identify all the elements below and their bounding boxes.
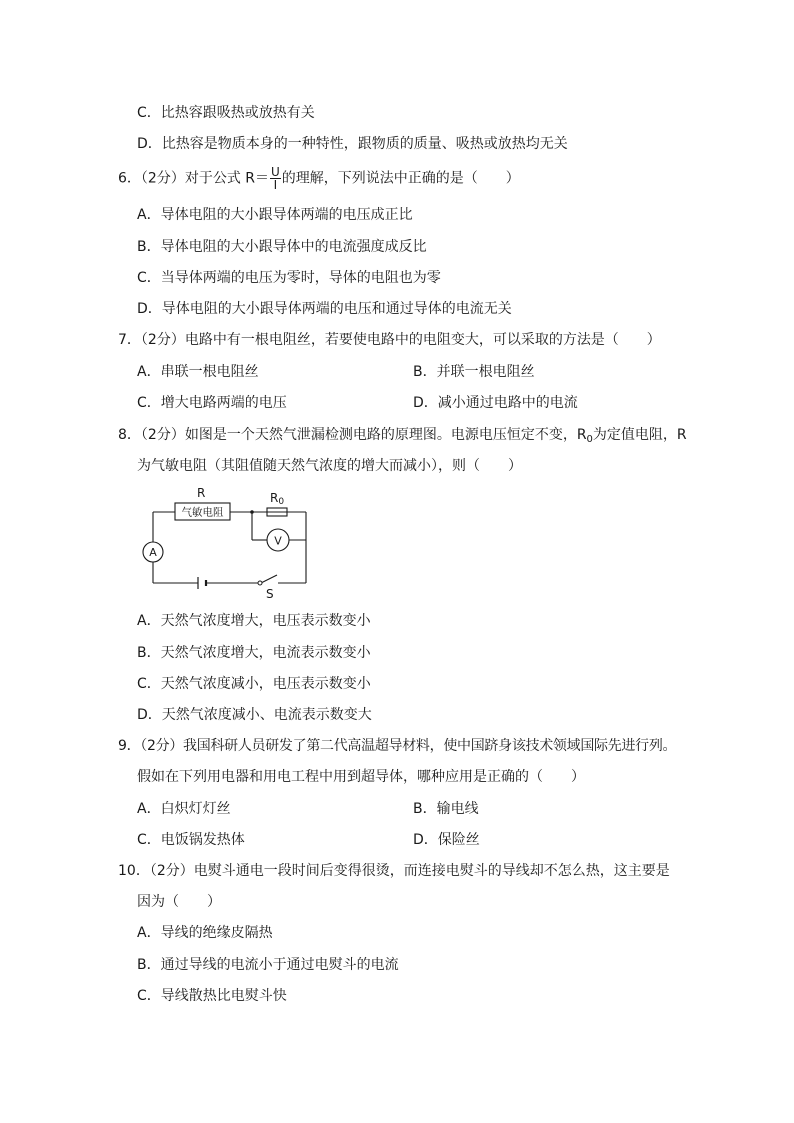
q9-option-c: C．电饭锅发热体 bbox=[137, 832, 245, 848]
label-r0-main: R bbox=[270, 491, 279, 505]
q6-option-c: C．当导体两端的电压为零时，导体的电阻也为零 bbox=[137, 270, 441, 286]
q6-option-d: D．导体电阻的大小跟导体两端的电压和通过导体的电流无关 bbox=[137, 301, 512, 317]
q10-stem-line1: 10．（2分）电熨斗通电一段时间后变得很烫，而连接电熨斗的导线却不怎么热，这主要是 bbox=[118, 863, 670, 879]
label-s: S bbox=[266, 587, 274, 601]
label-r0 bbox=[270, 491, 284, 507]
q8-option-c: C．天然气浓度减小，电压表示数变小 bbox=[137, 676, 371, 692]
q7-option-b: B．并联一根电阻丝 bbox=[413, 364, 535, 380]
q10-option-a: A．导线的绝缘皮隔热 bbox=[137, 925, 273, 941]
q9-option-a: A．白炽灯灯丝 bbox=[137, 801, 231, 817]
label-v: V bbox=[274, 534, 282, 548]
q9-stem-line1: 9．（2分）我国科研人员研发了第二代高温超导材料，使中国跻身该技术领域国际先进行列。 bbox=[118, 738, 677, 754]
q5-option-d: D．比热容是物质本身的一种特性，跟物质的质量、吸热或放热均无关 bbox=[137, 136, 568, 152]
q8-option-b: B．天然气浓度增大，电流表示数变小 bbox=[137, 645, 371, 661]
junction-dot bbox=[250, 510, 254, 514]
label-a: A bbox=[149, 546, 157, 559]
q9-option-d: D．保险丝 bbox=[413, 832, 480, 848]
q6-option-b: B．导体电阻的大小跟导体中的电流强度成反比 bbox=[137, 239, 427, 255]
q6-stem bbox=[118, 166, 520, 191]
q10-option-b: B．通过导线的电流小于通过电熨斗的电流 bbox=[137, 957, 399, 973]
q8-r0-subscript: 0 bbox=[586, 434, 593, 445]
label-r0-sub: 0 bbox=[278, 497, 285, 507]
q7-option-c: C．增大电路两端的电压 bbox=[137, 395, 287, 411]
q7-option-a: A．串联一根电阻丝 bbox=[137, 364, 259, 380]
q6-option-a: A．导体电阻的大小跟导体两端的电压成正比 bbox=[137, 207, 413, 223]
switch-blade bbox=[261, 575, 277, 583]
switch-contact bbox=[258, 581, 262, 585]
q6-fraction-numerator: U bbox=[271, 165, 280, 179]
q8-option-d: D．天然气浓度减小、电流表示数变大 bbox=[137, 707, 372, 723]
q10-stem-line2: 因为（ ） bbox=[137, 894, 221, 910]
q7-option-d: D．减小通过电路中的电流 bbox=[413, 395, 578, 411]
gas-leak-circuit-diagram bbox=[140, 484, 320, 604]
q9-stem-line2: 假如在下列用电器和用电工程中用到超导体，哪种应用是正确的（ ） bbox=[137, 769, 585, 785]
q10-option-c: C．导线散热比电熨斗快 bbox=[137, 988, 287, 1004]
q9-option-b: B．输电线 bbox=[413, 801, 479, 817]
q6-stem-prefix: 6．（2分）对于公式 R＝ bbox=[118, 170, 269, 187]
q6-stem-suffix: 的理解，下列说法中正确的是（ ） bbox=[281, 170, 520, 187]
q8-stem-line2: 为气敏电阻（其阻值随天然气浓度的增大而减小），则（ ） bbox=[137, 458, 522, 474]
q6-formula-fraction bbox=[270, 166, 281, 191]
label-r: R bbox=[197, 486, 206, 500]
q8-option-a: A．天然气浓度增大，电压表示数变小 bbox=[137, 613, 371, 629]
label-gas-sensor: 气敏电阻 bbox=[181, 506, 224, 519]
q7-stem: 7．（2分）电路中有一根电阻丝，若要使电路中的电阻变大，可以采取的方法是（ ） bbox=[118, 332, 661, 348]
q5-option-c: C．比热容跟吸热或放热有关 bbox=[137, 105, 315, 121]
q6-fraction-denominator: I bbox=[273, 178, 278, 192]
q8-stem-line1-text: 8．（2分）如图是一个天然气泄漏检测电路的原理图。电源电压恒定不变，R bbox=[118, 427, 587, 443]
q8-stem-line1-text-end: 为定值电阻，R bbox=[592, 427, 687, 443]
q8-stem-line1 bbox=[118, 426, 687, 449]
